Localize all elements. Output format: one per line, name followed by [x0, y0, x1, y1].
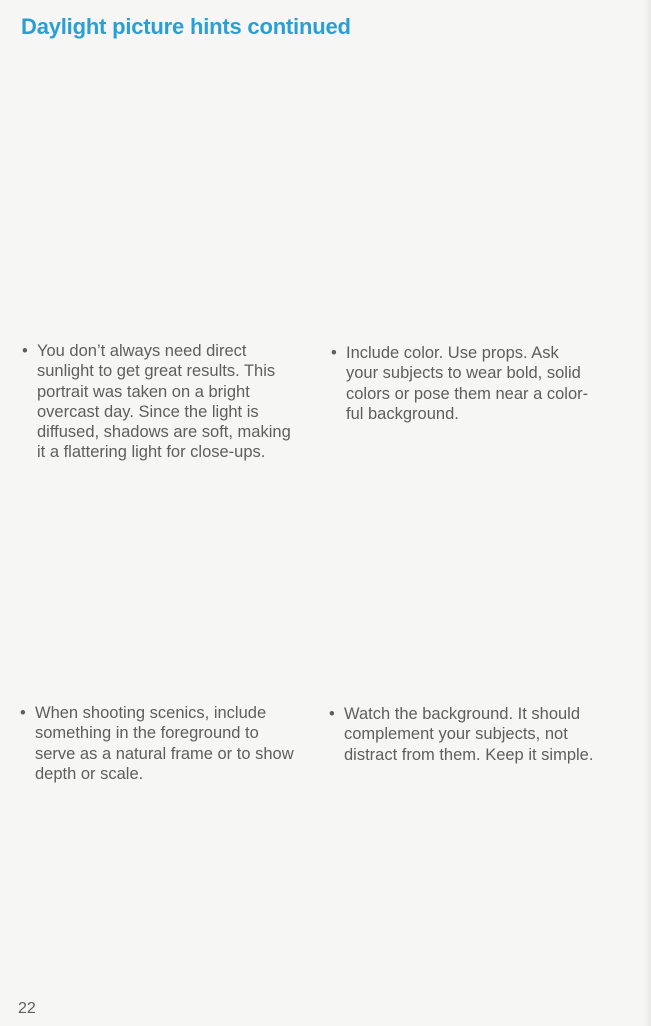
bullet-icon: • — [331, 344, 337, 362]
hint-line: You don’t always need direct — [37, 342, 247, 360]
hint-block-scenics — [20, 703, 335, 784]
hint-block-background — [329, 704, 644, 765]
hint-line: Watch the background. It should — [344, 705, 581, 723]
hint-line: your subjects to wear bold, solid — [346, 364, 581, 383]
hint-line: complement your subjects, not — [344, 725, 568, 744]
hint-line: portrait was taken on a bright — [37, 382, 250, 401]
hint-line: sunlight to get great results. This — [37, 362, 276, 381]
page-number: 22 — [18, 1000, 36, 1017]
hint-line: it a flattering light for close-ups. — [37, 443, 266, 462]
hint-line: colors or pose them near a color- — [346, 384, 589, 403]
hint-line: diffused, shadows are soft, making — [37, 423, 291, 442]
hint-line: distract from them. Keep it simple. — [344, 745, 594, 764]
hint-block-direct-sunlight — [22, 341, 337, 463]
hint-block-include-color — [331, 343, 636, 424]
bullet-icon: • — [329, 705, 335, 723]
hint-line: When shooting scenics, include — [35, 704, 267, 722]
hint-line: Include color. Use props. Ask — [346, 344, 559, 362]
page-edge-shadow — [643, 0, 651, 1026]
bullet-icon: • — [20, 704, 26, 722]
hint-line: ful background. — [346, 404, 459, 423]
page-title: Daylight picture hints continued — [21, 14, 351, 39]
hint-line: depth or scale. — [35, 764, 144, 783]
bullet-icon: • — [22, 342, 28, 360]
hint-line: overcast day. Since the light is — [37, 402, 259, 421]
hint-line: serve as a natural frame or to show — [35, 744, 294, 763]
hint-line: something in the foreground to — [35, 724, 259, 743]
